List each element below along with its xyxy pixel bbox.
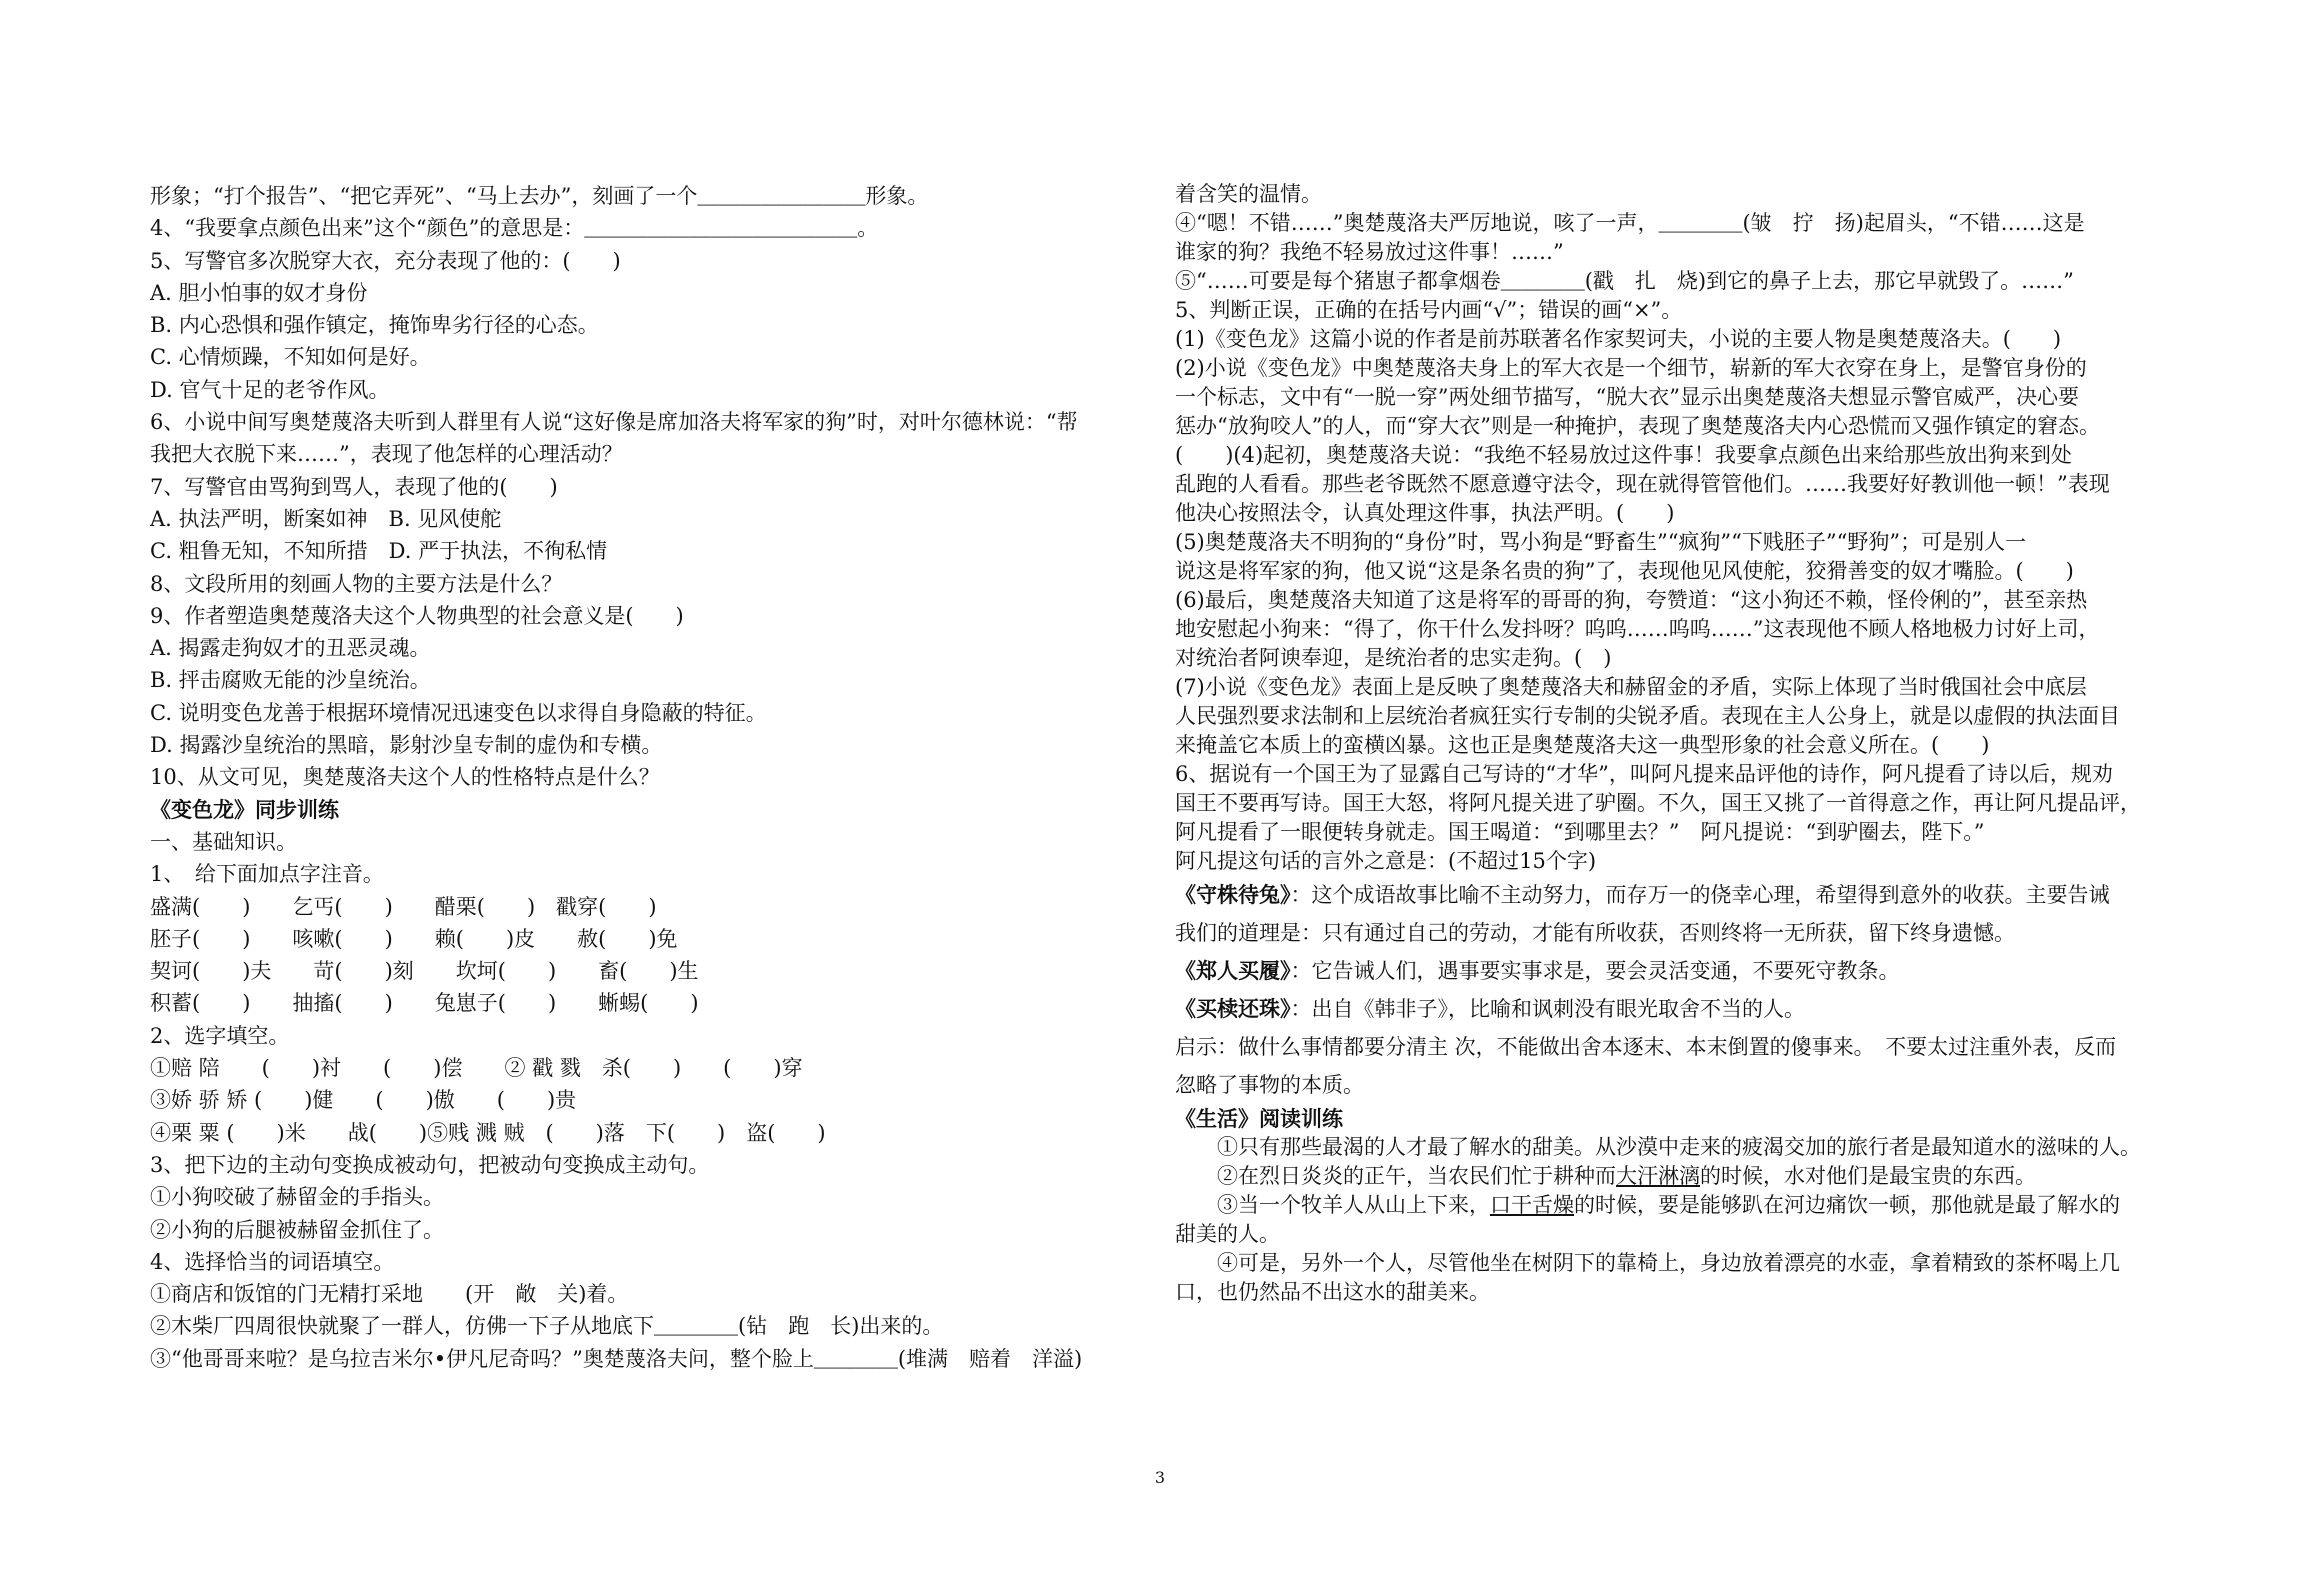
idiom-text: 忽略了事物的本质。	[1175, 1073, 1364, 1097]
section-title: 《变色龙》同步训练	[150, 796, 339, 822]
text-line: 形象；“打个报告”、“把它弄死”、“马上去办”，刻画了一个＿＿＿＿＿＿＿＿形象。	[150, 184, 929, 208]
text-line: C. 说明变色龙善于根据环境情况迅速变色以求得自身隐蔽的特征。	[150, 700, 767, 725]
text-line: 盛满( ) 乞丐( ) 醋栗( ) 戳穿( )	[150, 894, 657, 919]
idiom-line	[1175, 952, 2175, 990]
text-line: D. 揭露沙皇统治的黑暗，影射沙皇专制的虚伪和专横。	[150, 733, 663, 758]
text-line: 6、小说中间写奥楚蔑洛夫听到人群里有人说“这好像是席加洛夫将军家的狗”时，对叶尔德林说：“帮	[150, 410, 1078, 435]
text-line: 5、判断正误，正确的在括号内画“√”；错误的画“×”。	[1175, 298, 1683, 322]
text-line: (7)小说《变色龙》表面上是反映了奥楚蔑洛夫和赫留金的矛盾，实际上体现了当时俄国社会中底层	[1175, 675, 2087, 699]
text-line: A. 执法严明，断案如神 B. 见风使舵	[150, 506, 502, 531]
text-line: 7、写警官由骂狗到骂人，表现了他的( )	[150, 474, 558, 499]
idiom-title: 《买椟还珠》	[1175, 996, 1291, 1021]
text-line: 5、写警官多次脱穿大衣，充分表现了他的：( )	[150, 248, 621, 273]
text-line: 惩办“放狗咬人”的人，而“穿大衣”则是一种掩护，表现了奥楚蔑洛夫内心恐慌而又强作镇定的窘态。	[1175, 414, 2100, 438]
idiom-line	[1175, 1028, 2175, 1066]
text-line: 2、选字填空。	[150, 1023, 290, 1048]
text-line: 国王不要再写诗。国王大怒，将阿凡提关进了驴圈。不久，国王又挑了一首得意之作，再让阿凡提品评，	[1175, 791, 2141, 815]
text-line: A. 胆小怕事的奴才身份	[150, 280, 368, 305]
text-line: 契诃( )夫 苛( )刻 坎坷( ) 畜( )生	[150, 959, 699, 984]
text-line: 4、“我要拿点颜色出来”这个“颜色”的意思是：＿＿＿＿＿＿＿＿＿＿＿＿＿。	[150, 216, 879, 241]
text-line: C. 粗鲁无知，不知所措 D. 严于执法，不徇私情	[150, 539, 608, 564]
underlined-phrase: 大汗淋漓	[1616, 1164, 1700, 1188]
text-line: 乱跑的人看看。那些老爷既然不愿意遵守法令，现在就得管管他们。……我要好好教训他一顿！”表现	[1175, 472, 2110, 496]
idiom-line	[1175, 876, 2175, 914]
text-line: 6、据说有一个国王为了显露自己写诗的“才华”，叫阿凡提来品评他的诗作，阿凡提看了诗以后，规劝	[1175, 762, 2113, 786]
idiom-text: ：它告诫人们，遇事要实事求是，要会灵活变通，不要死守教条。	[1290, 959, 1900, 983]
text-line: 8、文段所用的刻画人物的主要方法是什么？	[150, 571, 563, 596]
idiom-line	[1175, 914, 2175, 952]
text-line: 他决心按照法令，认真处理这件事，执法严明。( )	[1175, 501, 1675, 525]
life-paragraph-1: ①只有那些最渴的人才最了解水的甜美。从沙漠中走来的疲渴交加的旅行者是最知道水的滋味的人。	[1175, 1135, 2141, 1159]
idiom-title: 《郑人买履》	[1175, 958, 1291, 983]
text-line: 地安慰起小狗来：“得了，你干什么发抖呀？呜呜……呜呜……”这表现他不顾人格地极力讨好上司，	[1175, 617, 2100, 641]
life-paragraph-4: ④可是，另外一个人，尽管他坐在树阴下的靠椅上，身边放着漂亮的水壶，拿着精致的茶杯喝上几	[1175, 1251, 2120, 1275]
text-line: 谁家的狗？我绝不轻易放过这件事！……”	[1175, 240, 1564, 264]
text-line: 人民强烈要求法制和上层统治者疯狂实行专制的尖锐矛盾。表现在主人公身上，就是以虚假的执法面目	[1175, 704, 2120, 728]
idiom-text: ：出自《韩非子》，比喻和讽刺没有眼光取舍不当的人。	[1290, 997, 1805, 1021]
text-line: 来掩盖它本质上的蛮横凶暴。这也正是奥楚蔑洛夫这一典型形象的社会意义所在。( )	[1175, 733, 1990, 757]
text-line: ⑤“……可要是每个猪崽子都拿烟卷＿＿＿＿(戳 扎 烧)到它的鼻子上去，那它早就毁了。……”	[1175, 269, 2074, 293]
text-line: 一个标志，文中有“一脱一穿”两处细节描写，“脱大衣”显示出奥楚蔑洛夫想显示警官威严，决心要	[1175, 385, 2079, 409]
text-line: ④“嗯！不错……”奥楚蔑洛夫严厉地说，咳了一声，＿＿＿＿(皱 拧 扬)起眉头，“不错……这是	[1175, 211, 2085, 235]
text-line: ①赔 陪 ( )衬 ( )偿 ② 戳 戮 杀( ) ( )穿	[150, 1056, 803, 1081]
underlined-phrase: 口干舌燥	[1490, 1193, 1574, 1217]
left-column	[150, 180, 1160, 1375]
text-line: 阿凡提这句话的言外之意是：(不超过15个字)	[1175, 849, 1597, 873]
text-line: 说这是将军家的狗，他又说“这是条名贵的狗”了，表现他见风使舵，狡猾善变的奴才嘴脸。( )	[1175, 559, 2074, 583]
text-line: A. 揭露走狗奴才的丑恶灵魂。	[150, 636, 431, 661]
idiom-line	[1175, 1066, 2175, 1104]
text-line: 9、作者塑造奥楚蔑洛夫这个人物典型的社会意义是( )	[150, 603, 684, 628]
idiom-text: 启示：做什么事情都要分清主 次，不能做出舍本逐末、本末倒置的傻事来。 不要太过注重外表，反而	[1175, 1035, 2117, 1059]
text-line: 10、从文可见，奥楚蔑洛夫这个人的性格特点是什么？	[150, 765, 660, 790]
text-line: 积蓄( ) 抽搐( ) 兔崽子( ) 蜥蜴( )	[150, 991, 699, 1016]
life-paragraph-4-cont: 口，也仍然品不出这水的甜美来。	[1175, 1280, 1490, 1304]
text-line: ④栗 粟 ( )米 战( )⑤贱 溅 贼 ( )落 下( ) 盗( )	[150, 1120, 826, 1145]
idiom-line	[1175, 990, 2175, 1028]
text-line: D. 官气十足的老爷作风。	[150, 377, 390, 402]
text-line: B. 抨击腐败无能的沙皇统治。	[150, 668, 431, 693]
text-line: (6)最后，奥楚蔑洛夫知道了这是将军的哥哥的狗，夸赞道：“这小狗还不赖，怪伶俐的”，甚至亲热	[1175, 588, 2088, 612]
text-line: ③娇 骄 矫 ( )健 ( )傲 ( )贵	[150, 1088, 577, 1113]
text-line: ②木柴厂四周很快就聚了一群人，仿佛一下子从地底下＿＿＿＿(钻 跑 长)出来的。	[150, 1314, 944, 1339]
right-column	[1175, 180, 2175, 1307]
page-number: 3	[1154, 1468, 1166, 1487]
text-line: 阿凡提看了一眼便转身就走。国王喝道：“到哪里去？” 阿凡提说：“到驴圈去，陛下。”	[1175, 820, 1985, 844]
text-line: 着含笑的温情。	[1175, 182, 1322, 206]
text-line: (1)《变色龙》这篇小说的作者是前苏联著名作家契诃夫，小说的主要人物是奥楚蔑洛夫。( )	[1175, 327, 2062, 351]
text-line: (2)小说《变色龙》中奥楚蔑洛夫身上的军大衣是一个细节，崭新的军大衣穿在身上，是警官身份的	[1175, 356, 2087, 380]
text-line: C. 心情烦躁，不知如何是好。	[150, 345, 431, 370]
life-paragraph-3: ③当一个牧羊人从山上下来，口干舌燥的时候，要是能够趴在河边痛饮一顿，那他就是最了解水的	[1175, 1193, 2120, 1217]
text-line: 1、 给下面加点字注音。	[150, 862, 384, 887]
text-line: ①小狗咬破了赫留金的手指头。	[150, 1185, 444, 1210]
text-line: 一、基础知识。	[150, 829, 297, 854]
life-paragraph-3-cont: 甜美的人。	[1175, 1222, 1280, 1246]
idiom-text: 我们的道理是：只有通过自己的劳动，才能有所收获，否则终将一无所获，留下终身遗憾。	[1175, 921, 2015, 945]
idiom-text: ：这个成语故事比喻不主动努力，而存万一的侥幸心理，希望得到意外的收获。主要告诫	[1290, 883, 2110, 907]
text-line: (5)奥楚蔑洛夫不明狗的“身份”时，骂小狗是“野畜生”“疯狗”“下贱胚子”“野狗”；可是别人一	[1175, 530, 2027, 554]
text-line: 我把大衣脱下来……”，表现了他怎样的心理活动？	[150, 442, 623, 467]
text-line: B. 内心恐惧和强作镇定，掩饰卑劣行径的心态。	[150, 313, 599, 338]
text-line: ②小狗的后腿被赫留金抓住了。	[150, 1217, 444, 1242]
text-line: 胚子( ) 咳嗽( ) 赖( )皮 赦( )免	[150, 926, 678, 951]
text-line: ①商店和饭馆的门无精打采地 (开 敞 关)着。	[150, 1282, 629, 1307]
text-line: 对统治者阿谀奉迎，是统治者的忠实走狗。( )	[1175, 646, 1612, 670]
text-line: ( )(4)起初，奥楚蔑洛夫说：“我绝不轻易放过这件事！我要拿点颜色出来给那些放出狗来到处	[1175, 443, 2072, 467]
life-paragraph-2: ②在烈日炎炎的正午，当农民们忙于耕种而大汗淋漓的时候，水对他们是最宝贵的东西。	[1175, 1164, 2036, 1188]
text-line: ③“他哥哥来啦？是乌拉吉米尔•伊凡尼奇吗？”奥楚蔑洛夫问，整个脸上＿＿＿＿(堆满 赔着 洋溢)	[150, 1346, 1083, 1371]
text-line: 4、选择恰当的词语填空。	[150, 1249, 395, 1274]
idiom-title: 《守株待兔》	[1175, 882, 1291, 907]
right-lines	[1175, 180, 2175, 876]
text-line: 3、把下边的主动句变换成被动句，把被动句变换成主动句。	[150, 1152, 710, 1177]
life-section-title: 《生活》阅读训练	[1175, 1106, 1343, 1131]
